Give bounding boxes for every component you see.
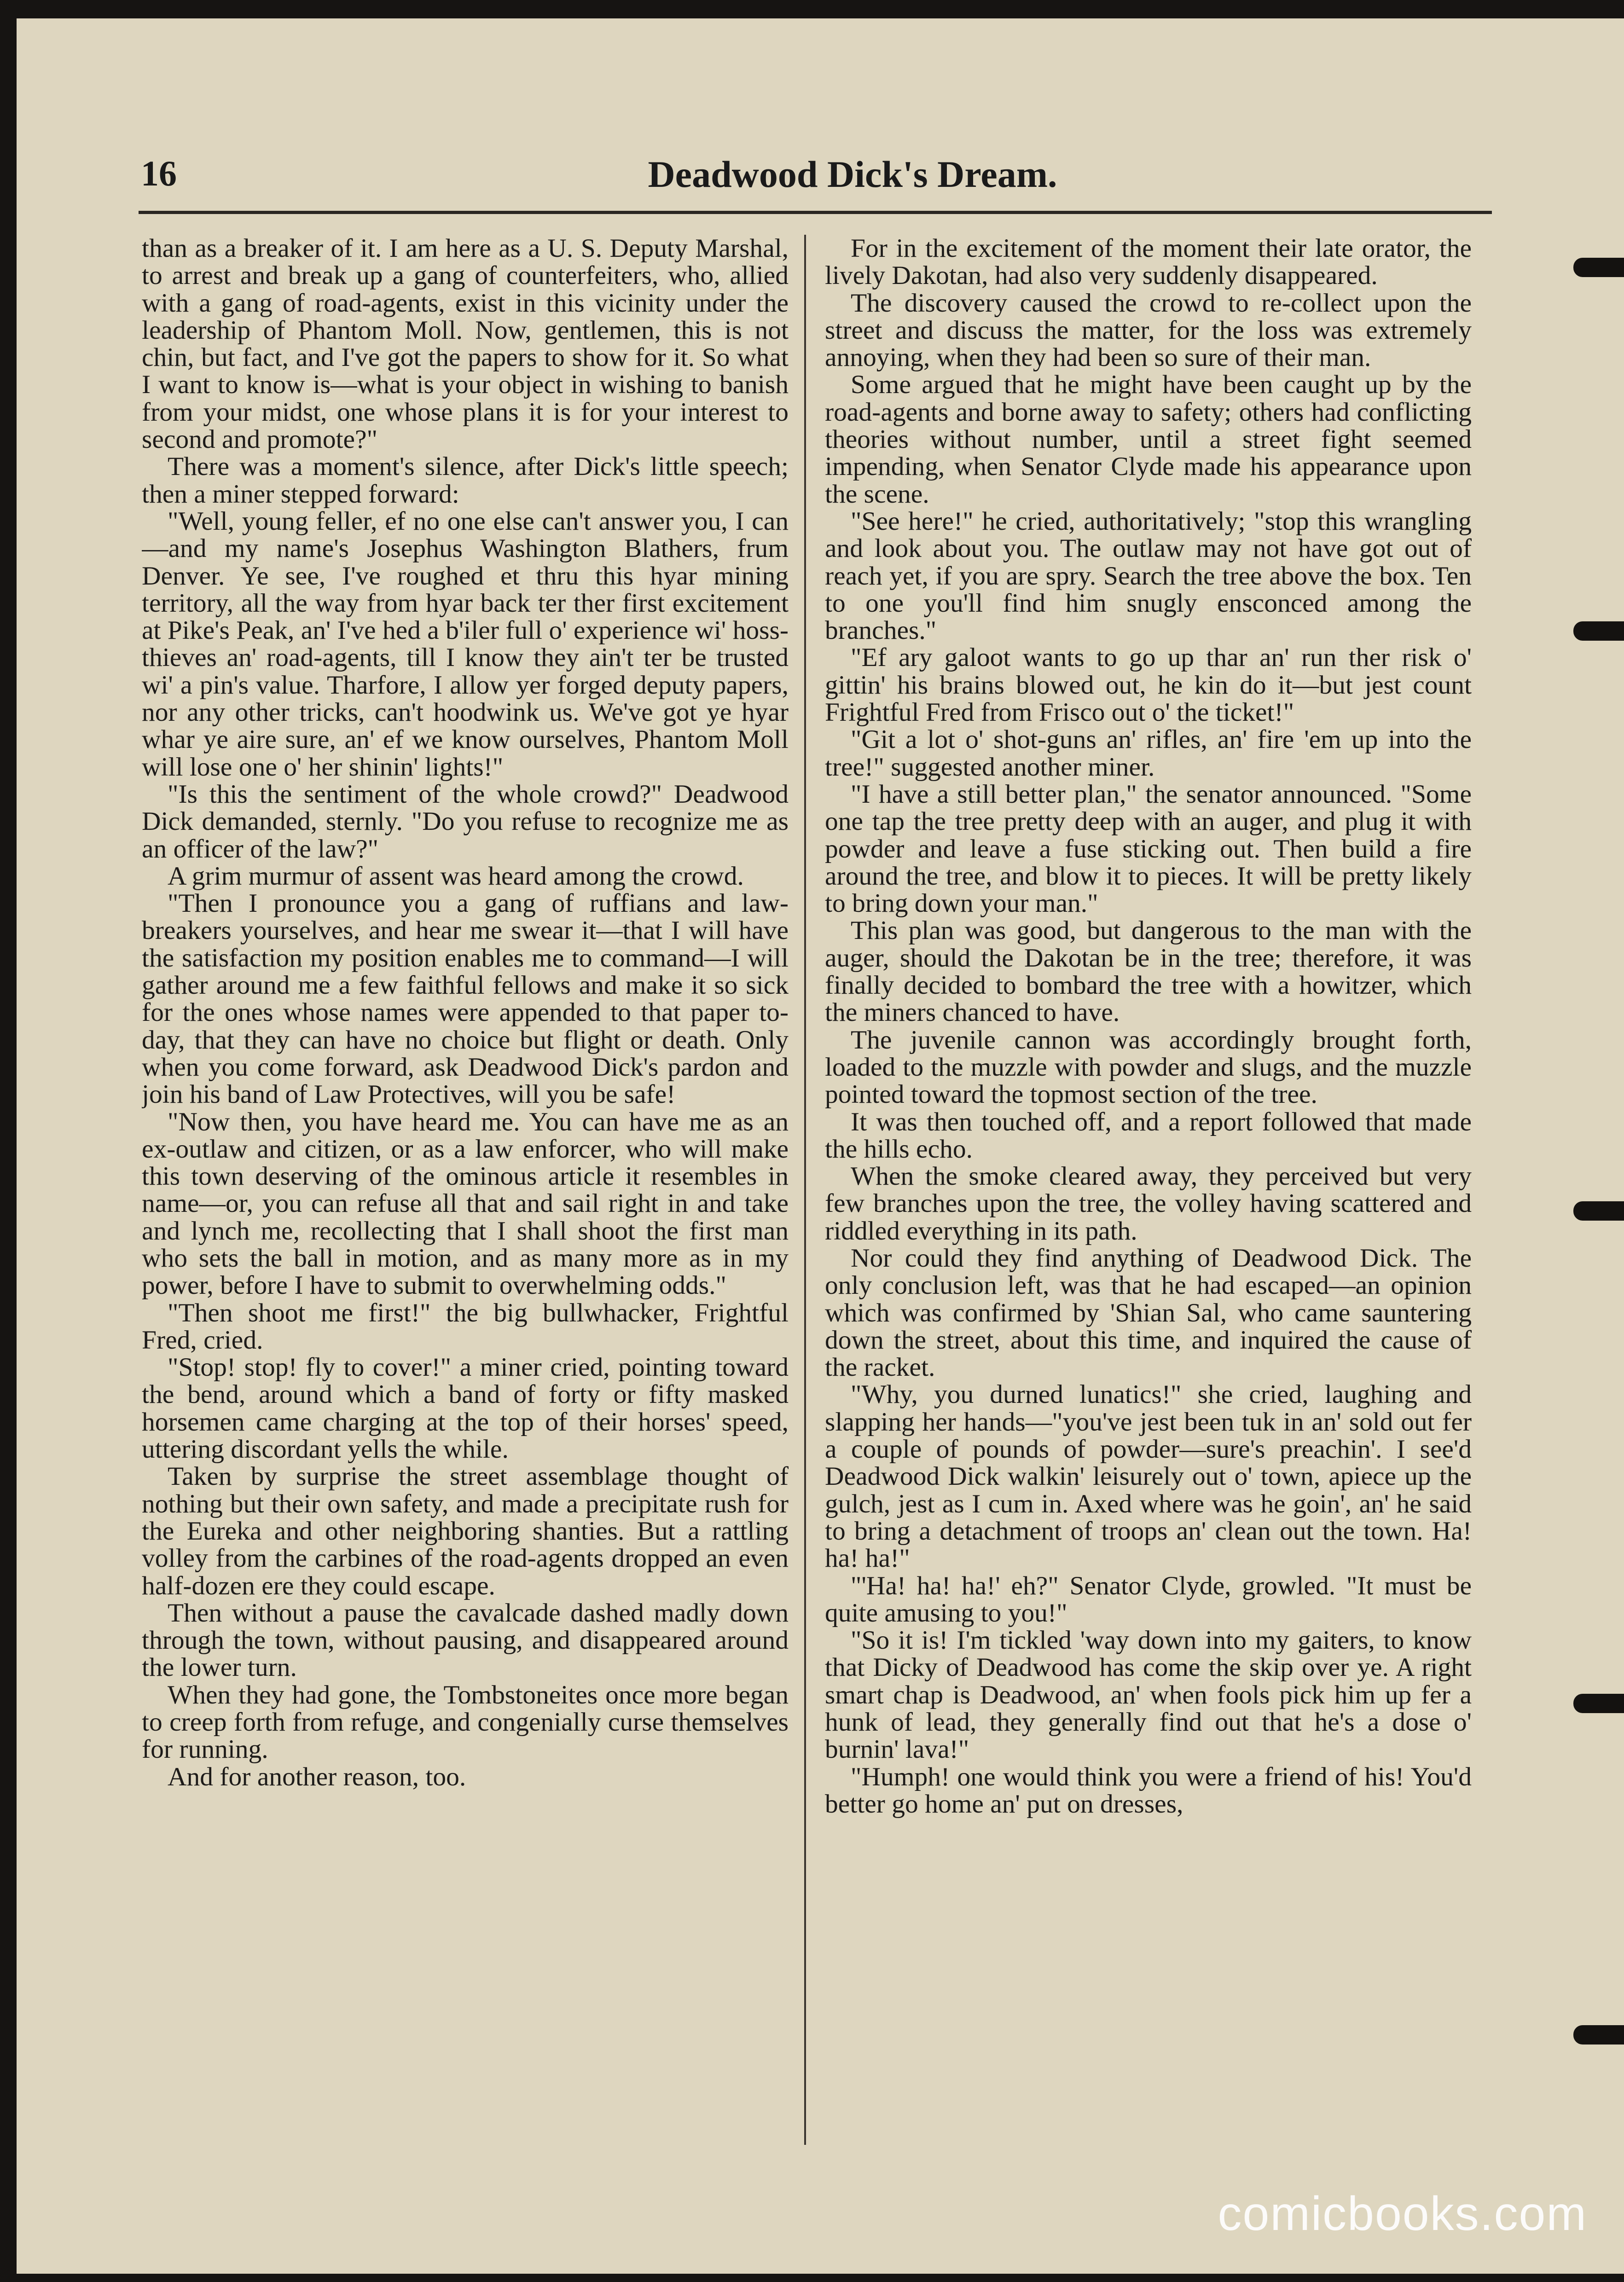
book-page <box>17 18 1624 2274</box>
paragraph: It was then touched off, and a report followed that made the hills echo. <box>825 1107 1472 1164</box>
paragraph: This plan was good, but dangerous to the man with the auger, should the Dakotan be in the tree; therefore, it was finally decided to bombard the tree with a howitzer, which the miners chanced to have. <box>825 916 1472 1027</box>
paragraph: "See here!" he cried, authoritatively; "stop this wrangling and look about you. The outlaw may not have got out of reach yet, if you are spry. Search the tree above the box. Ten to one you'll find him snugly ensconced among the branches." <box>825 506 1472 645</box>
header-rule <box>139 211 1492 214</box>
binding-hole-mark <box>1573 2025 1624 2045</box>
paragraph: than as a breaker of it. I am here as a U. S. Deputy Marshal, to arrest and break up a gang of counterfeiters, who, allied with a gang of road-agents, exist in this vicinity under the leadership of Phantom Moll. Now, gentlemen, this is not chin, but fact, and I've got the papers to show for it. So what I want to know is—what is your object in wishing to banish from your midst, one whose plans it is for your interest to second and promote?" <box>142 235 789 454</box>
column-divider <box>804 235 806 2145</box>
paragraph: Some argued that he might have been caught up by the road-agents and borne away to safety; others had conflicting theories without number, until a street fight seemed impending, when Senator Clyde made his appearance upon the scene. <box>825 370 1472 509</box>
paragraph: Then without a pause the cavalcade dashed madly down through the town, without pausing, and disappeared around the lower turn. <box>142 1598 789 1682</box>
binding-hole-mark <box>1573 1201 1624 1221</box>
paragraph: "Git a lot o' shot-guns an' rifles, an' fire 'em up into the tree!" suggested another miner. <box>825 725 1472 782</box>
binding-hole-mark <box>1573 1694 1624 1713</box>
binding-hole-mark <box>1573 258 1624 277</box>
right-column <box>825 235 1472 2168</box>
paragraph: "Then shoot me first!" the big bullwhacker, Frightful Fred, cried. <box>142 1298 789 1355</box>
paragraph: "Humph! one would think you were a friend of his! You'd better go home an' put on dresses, <box>825 1762 1472 1819</box>
paragraph: The juvenile cannon was accordingly brought forth, loaded to the muzzle with powder and slugs, and the muzzle pointed toward the topmost section of the tree. <box>825 1025 1472 1109</box>
paragraph: "Is this the sentiment of the whole crowd?" Deadwood Dick demanded, sternly. "Do you refuse to recognize me as an officer of the law?" <box>142 779 789 863</box>
page-number: 16 <box>141 153 177 193</box>
paragraph: "I have a still better plan," the senator announced. "Some one tap the tree pretty deep with an auger, and plug it with powder and leave a fuse sticking out. Then build a fire around the tree, and blow it to pieces. It will be pretty likely to bring down your man." <box>825 779 1472 918</box>
paragraph: "Well, young feller, ef no one else can't answer you, I can—and my name's Josephus Washington Blathers, frum Denver. Ye see, I've roughed et thru this hyar mining territory, all the way from hyar back ter ther first excitement at Pike's Peak, an' I've hed a b'iler full o' experience wi' hoss-thieves an' road-agents, till I know they ain't ter be trusted wi' a pin's value. Tharfore, I allow yer forged deputy papers, nor any other tricks, can't hoodwink us. We've got ye hyar whar ye aire sure, an' ef we know ourselves, Phantom Moll will lose one o' her shinin' lights!" <box>142 506 789 782</box>
paragraph: For in the excitement of the moment their late orator, the lively Dakotan, had also very suddenly disappeared. <box>825 235 1472 290</box>
paragraph: "Then I pronounce you a gang of ruffians and law-breakers yourselves, and hear me swear it—that I will have the satisfaction my position enables me to command—I will gather around me a few faithful fellows and make it so sick for the ones whose names were appended to that paper to-day, that they can have no choice but flight or death. Only when you come forward, ask Deadwood Dick's pardon and join his band of Law Protectives, will you be safe! <box>142 889 789 1109</box>
left-column <box>142 235 789 2168</box>
paragraph: "Now then, you have heard me. You can have me as an ex-outlaw and citizen, or as a law enforcer, who will make this town deserving of the ominous article it resembles in name—or, you can refuse all that and sail right in and take and lynch me, recollecting that I shall shoot the first man who sets the ball in motion, and as many more as in my power, before I have to submit to overwhelming odds." <box>142 1107 789 1300</box>
paragraph: "Why, you durned lunatics!" she cried, laughing and slapping her hands—"you've jest been tuk in an' sold out fer a couple of pounds of powder—sure's preachin'. I see'd Deadwood Dick walkin' leisurely out o' town, apiece up the gulch, jest as I cum in. Axed where was he goin', an' he said to bring a detachment of troops an' clean out the town. Ha! ha! ha!" <box>825 1380 1472 1573</box>
paragraph: There was a moment's silence, after Dick's little speech; then a miner stepped forward: <box>142 452 789 509</box>
paragraph: "So it is! I'm tickled 'way down into my gaiters, to know that Dicky of Deadwood has come the skip over ye. A right smart chap is Deadwood, an' when fools pick him up fer a hunk of lead, they generally find out that he's a dose o' burnin' lava!" <box>825 1626 1472 1764</box>
paragraph: When they had gone, the Tombstoneites once more began to creep forth from refuge, and congenially curse themselves for running. <box>142 1680 789 1764</box>
paragraph: And for another reason, too. <box>168 1762 466 1791</box>
paragraph: Taken by surprise the street assemblage thought of nothing but their own safety, and made a precipitate rush for the Eureka and other neighboring shanties. But a rattling volley from the carbines of the road-agents dropped an even half-dozen ere they could escape. <box>142 1462 789 1600</box>
paragraph: Nor could they find anything of Deadwood Dick. The only conclusion left, was that he had escaped—an opinion which was confirmed by 'Shian Sal, who came sauntering down the street, about this time, and inquired the cause of the racket. <box>825 1243 1472 1382</box>
paragraph: The discovery caused the crowd to re-collect upon the street and discuss the matter, for the loss was extremely annoying, when they had been so sure of their man. <box>825 288 1472 372</box>
paragraph: "'Ha! ha! ha!' eh?" Senator Clyde, growled. "It must be quite amusing to you!" <box>825 1571 1472 1628</box>
paragraph: When the smoke cleared away, they perceived but very few branches upon the tree, the volley having scattered and riddled everything in its path. <box>825 1162 1472 1245</box>
paragraph: A grim murmur of assent was heard among the crowd. <box>168 861 744 891</box>
paragraph: "Ef ary galoot wants to go up thar an' run ther risk o' gittin' his brains blowed out, he kin do it—but jest count Frightful Fred from Frisco out o' the ticket!" <box>825 643 1472 727</box>
running-title: Deadwood Dick's Dream. <box>648 153 1057 195</box>
binding-hole-mark <box>1573 621 1624 641</box>
paragraph: "Stop! stop! fly to cover!" a miner cried, pointing toward the bend, around which a band of forty or fifty masked horsemen came charging at the top of their horses' speed, uttering discordant yells the while. <box>142 1353 789 1464</box>
watermark: comicbooks.com <box>1218 2187 1587 2241</box>
